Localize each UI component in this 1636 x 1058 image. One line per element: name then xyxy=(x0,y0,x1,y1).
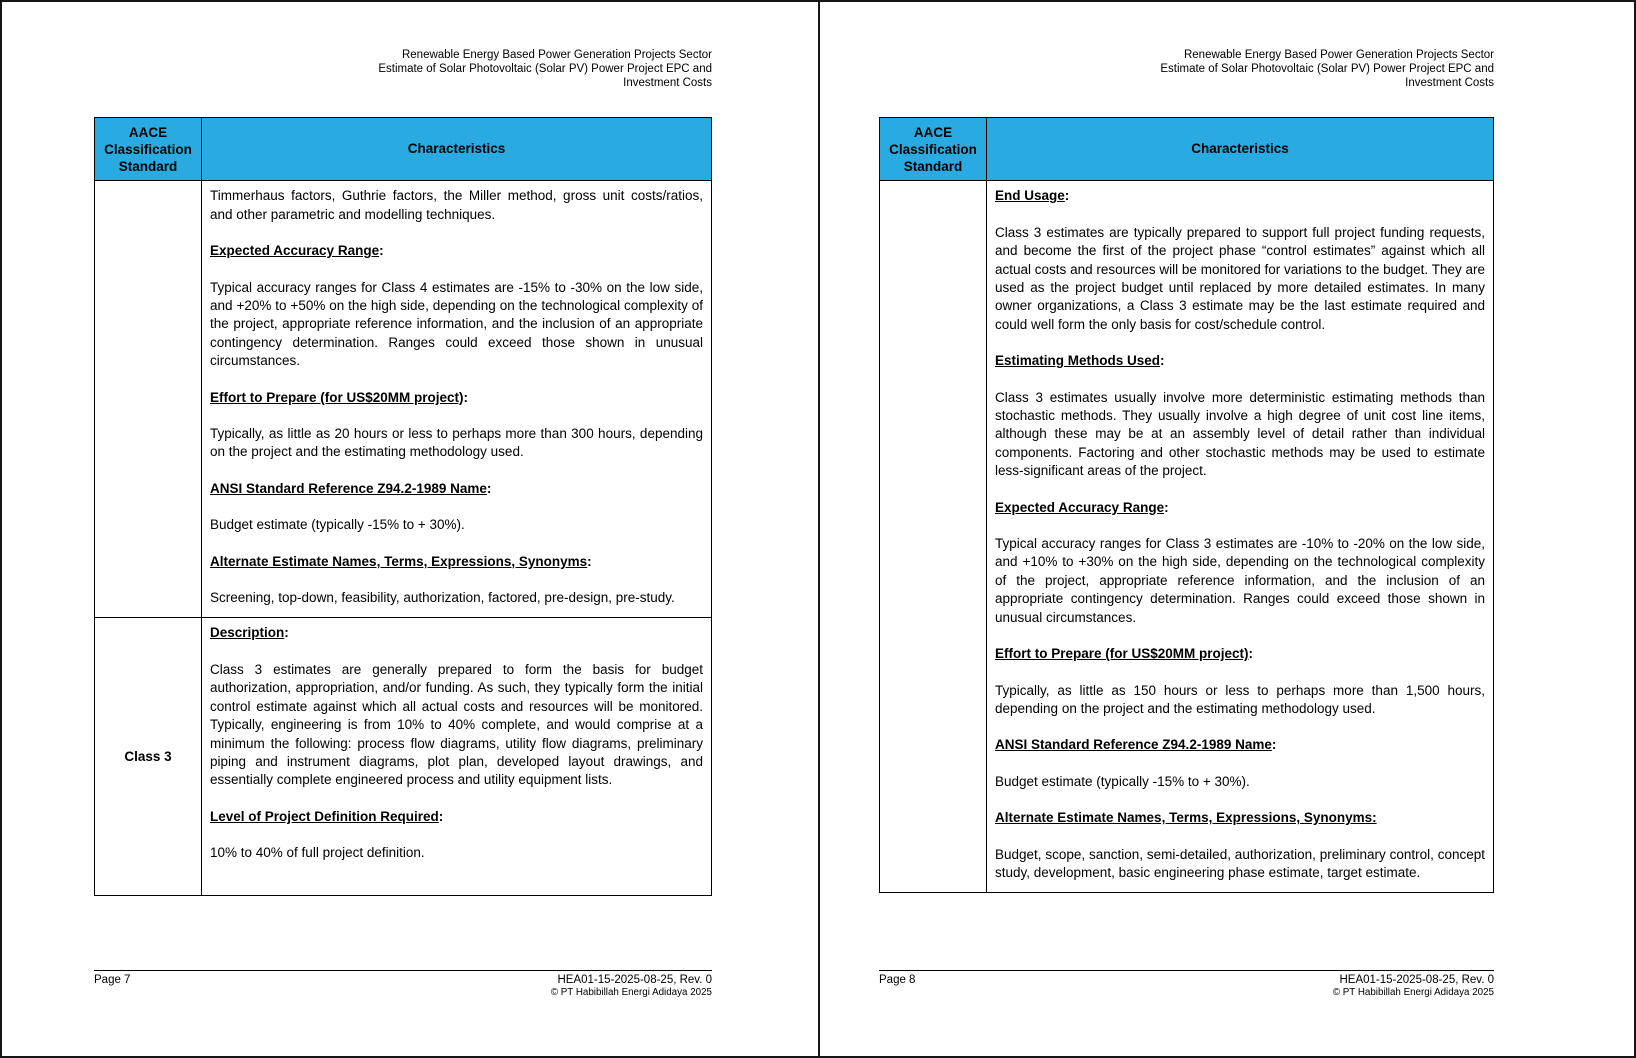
table-header-row xyxy=(95,118,711,180)
page-footer xyxy=(94,970,712,999)
section-heading: Effort to Prepare (for US$20MM project): xyxy=(210,389,469,405)
paragraph: Screening, top-down, feasibility, authorization, factored, pre-design, pre-study. xyxy=(210,590,675,606)
paragraph: Class 3 estimates usually involve more deterministic estimating methods than stochastic methods. They usually involve a high degree of unit cost line items, although these may be at an assembly level of detail rather than individual components. Factoring and other stochastic methods may be used to estimate less-significant areas of the project. xyxy=(995,389,1485,479)
paragraph: 10% to 40% of full project definition. xyxy=(210,845,425,861)
table-row xyxy=(880,180,1493,892)
characteristics-cell xyxy=(202,181,711,617)
document-reference: HEA01-15-2025-08-25, Rev. 0 xyxy=(557,974,712,986)
table-row xyxy=(95,180,711,617)
column-header-characteristics: Characteristics xyxy=(407,140,506,156)
section-heading: Description: xyxy=(210,625,289,641)
section-heading: Alternate Estimate Names, Terms, Expressions, Synonyms: xyxy=(210,553,592,569)
paragraph: Class 3 estimates are typically prepared to support full project funding requests, and become the first of the project phase “control estimates” against which all actual costs and resources will be monitored for variations to the budget. They are used as the project budget until replaced by more detailed estimates. In many owner organizations, a Class 3 estimate may be the last estimate required and could well form the only basis for cost/schedule control. xyxy=(995,224,1485,332)
section-heading: Alternate Estimate Names, Terms, Expressions, Synonyms: xyxy=(995,810,1377,826)
column-header-characteristics: Characteristics xyxy=(1191,140,1289,156)
header-line: Renewable Energy Based Power Generation Projects Sector xyxy=(1183,49,1494,61)
table-row xyxy=(95,617,711,895)
class-label-cell xyxy=(95,181,202,617)
page-number: Page 8 xyxy=(879,974,916,986)
header-line: Estimate of Solar Photovoltaic (Solar PV) Power Project EPC and xyxy=(378,62,712,75)
header-line: Renewable Energy Based Power Generation Projects Sector xyxy=(401,49,712,61)
table-header-row xyxy=(880,118,1493,180)
paragraph: Budget estimate (typically -15% to + 30%). xyxy=(210,517,465,533)
document-header xyxy=(879,49,1494,90)
copyright-notice: © PT Habibillah Energi Adidaya 2025 xyxy=(1332,987,1494,998)
paragraph: Typical accuracy ranges for Class 3 estimates are -10% to -20% on the low side, and +10% to +30% on the high side, depending on the technological complexity of the project, appropriate reference information, and the inclusion of an appropriate contingency determination. Ranges could exceed those shown in unusual circumstances. xyxy=(995,536,1485,625)
aace-classification-table xyxy=(94,117,712,896)
paragraph: Budget estimate (typically -15% to + 30%). xyxy=(995,773,1250,789)
paragraph: Budget, scope, sanction, semi-detailed, authorization, preliminary control, concept study, development, basic engineering phase estimate, target estimate. xyxy=(995,846,1485,880)
header-line: Estimate of Solar Photovoltaic (Solar PV) Power Project EPC and xyxy=(1160,62,1494,75)
section-heading: Level of Project Definition Required: xyxy=(210,808,444,824)
section-heading: Estimating Methods Used: xyxy=(995,353,1165,369)
document-header xyxy=(94,49,712,90)
characteristics-cell xyxy=(202,618,711,895)
characteristics-cell xyxy=(987,181,1493,892)
aace-classification-table xyxy=(879,117,1494,893)
paragraph: Typical accuracy ranges for Class 4 estimates are -15% to -30% on the low side, and +20% to +50% on the high side, depending on the technological complexity of the project, appropriate reference information, and the inclusion of an appropriate contingency determination. Ranges could exceed those shown in unusual circumstances. xyxy=(210,279,703,369)
paragraph: Timmerhaus factors, Guthrie factors, the Miller method, gross unit costs/ratios, and other parametric and modelling techniques. xyxy=(210,188,703,222)
page-number: Page 7 xyxy=(94,974,131,986)
document-page-left xyxy=(2,2,818,1056)
section-heading: End Usage: xyxy=(995,188,1070,204)
paragraph: Typically, as little as 20 hours or less to perhaps more than 300 hours, depending on the project and the estimating methodology used. xyxy=(210,426,703,460)
document-page-right xyxy=(818,2,1634,1056)
paragraph: Typically, as little as 150 hours or less to perhaps more than 1,500 hours, depending on the project and the estimating methodology used. xyxy=(995,682,1485,716)
copyright-notice: © PT Habibillah Energi Adidaya 2025 xyxy=(550,987,712,998)
column-header-aace: AACE Classification Standard xyxy=(95,118,202,180)
header-line: Investment Costs xyxy=(623,76,712,89)
page-footer xyxy=(879,970,1494,999)
class-label-cell xyxy=(880,181,987,892)
section-heading: ANSI Standard Reference Z94.2-1989 Name: xyxy=(995,737,1277,753)
header-line: Investment Costs xyxy=(1405,76,1494,89)
section-heading: ANSI Standard Reference Z94.2-1989 Name: xyxy=(210,480,492,496)
section-heading: Effort to Prepare (for US$20MM project): xyxy=(995,646,1254,662)
class-label-cell: Class 3 xyxy=(95,618,202,895)
paragraph: Class 3 estimates are generally prepared to form the basis for budget authorization, appropriation, and/or funding. As such, they typically form the initial control estimate against which all actual costs and resources will be monitored. Typically, engineering is from 10% to 40% complete, and would comprise at a minimum the following: process flow diagrams, utility flow diagrams, preliminary piping and instrument diagrams, plot plan, developed layout drawings, and essentially complete engineered process and utility equipment lists. xyxy=(210,661,703,788)
column-header-aace: AACE Classification Standard xyxy=(880,118,987,180)
section-heading: Expected Accuracy Range: xyxy=(995,499,1169,515)
section-heading: Expected Accuracy Range: xyxy=(210,243,384,259)
document-reference: HEA01-15-2025-08-25, Rev. 0 xyxy=(1339,974,1494,986)
